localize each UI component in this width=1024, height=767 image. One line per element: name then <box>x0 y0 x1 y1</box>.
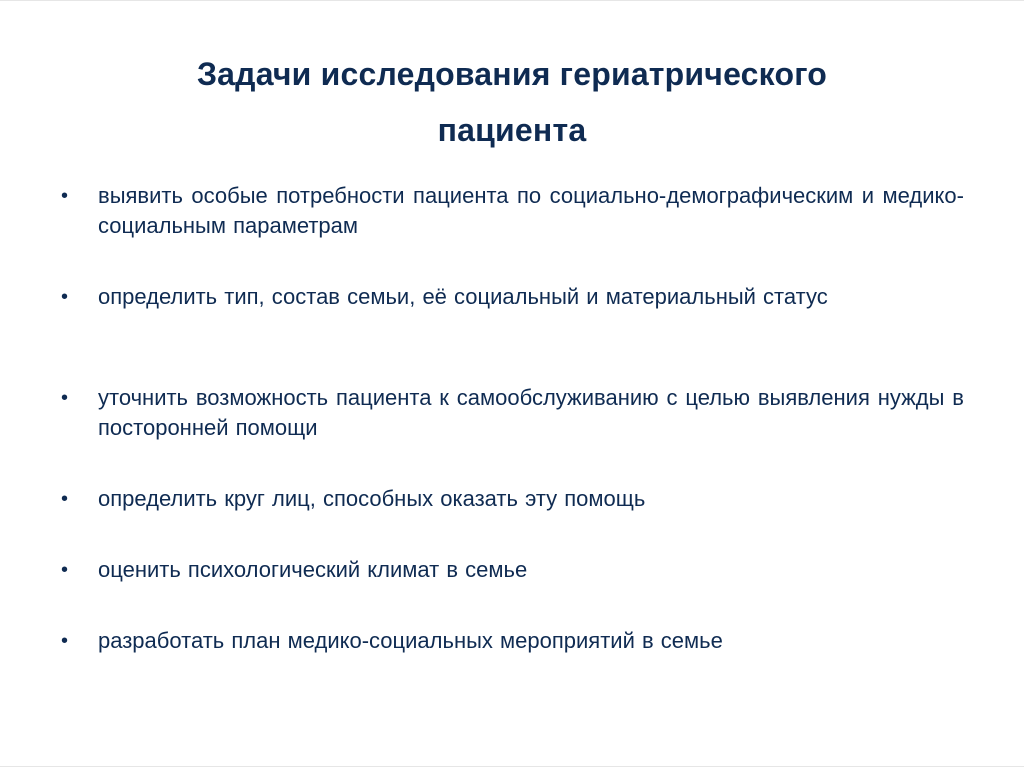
list-item <box>58 282 964 313</box>
bullet-icon: • <box>61 488 69 510</box>
list-item <box>58 555 964 586</box>
list-item <box>58 181 964 241</box>
slide-title-line-1: Задачи исследования гериатрического <box>196 56 828 92</box>
list-item-text: выявить особые потребности пациента по социально-демографическим и медико-социальным параметрам <box>98 183 964 238</box>
list-item-text: уточнить возможность пациента к самообслуживанию с целью выявления нужды в посторонней помощи <box>98 385 964 440</box>
bullet-icon: • <box>61 630 69 652</box>
bullet-icon: • <box>61 286 69 308</box>
list-item-text: разработать план медико-социальных мероприятий в семье <box>98 628 723 653</box>
list-item <box>58 626 964 657</box>
list-item-text: определить круг лиц, способных оказать эту помощь <box>98 486 646 511</box>
bullet-icon: • <box>61 559 69 581</box>
list-item <box>58 484 964 515</box>
slide-title-line-2: пациента <box>437 112 587 148</box>
list-item-text: оценить психологический климат в семье <box>98 557 528 582</box>
slide-title <box>100 46 924 158</box>
list-item <box>58 383 964 443</box>
bullet-icon: • <box>61 387 69 409</box>
list-item-text: определить тип, состав семьи, её социальный и материальный статус <box>98 284 828 309</box>
bullet-icon: • <box>61 185 69 207</box>
